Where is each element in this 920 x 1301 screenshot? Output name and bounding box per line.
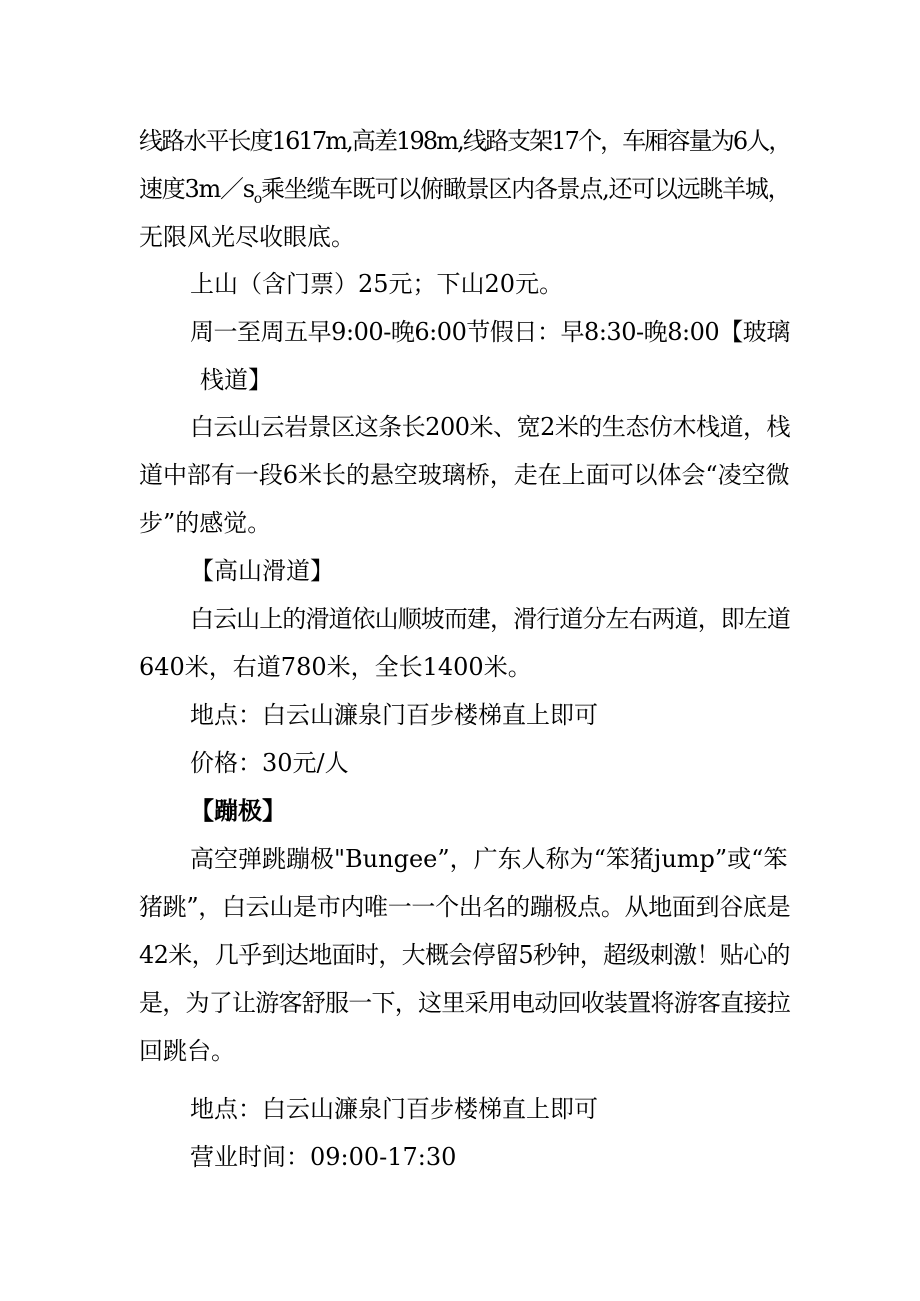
speed-subscript: o [253, 190, 261, 207]
bungee-location: 地点：白云山濂泉门百步楼梯直上即可 [190, 1095, 598, 1123]
bungee-line-2: 猪跳”，白云山是市内唯一一个出名的蹦极点。从地面到谷底是 [139, 893, 791, 921]
slide-heading: 【高山滑道】 [190, 557, 334, 585]
bungee-line-4: 是，为了让游客舒服一下，这里采用电动回收装置将游客直接拉 [139, 989, 790, 1017]
walkway-line-3: 步”的感觉。 [139, 509, 272, 537]
speed-text: 速度3m／s [139, 175, 254, 203]
slide-line-1: 白云山上的滑道依山顺坡而建，滑行道分左右两道，即左道 [190, 605, 790, 633]
bungee-line-3: 42米，几乎到达地面时，大概会停留5秒钟，超级刺激！贴心的 [139, 941, 790, 969]
price-line: 上山（含门票）25元；下山20元。 [190, 270, 564, 298]
body-line-3: 无限风光尽收眼底。 [139, 223, 355, 251]
body-line-1: 线路水平长度1617m,高差198m,线路支架17个，车厢容量为6人， [139, 127, 791, 155]
slide-price: 价格：30元/人 [190, 749, 349, 777]
bungee-heading: 【蹦极】 [190, 796, 286, 825]
body-line-2 [139, 174, 791, 207]
bungee-line-5: 回跳台。 [139, 1037, 235, 1065]
glass-walkway-heading: 栈道】 [200, 366, 272, 394]
slide-location: 地点：白云山濂泉门百步楼梯直上即可 [190, 701, 598, 729]
walkway-line-2: 道中部有一段6米长的悬空玻璃桥，走在上面可以体会“凌空微 [139, 461, 790, 489]
hours-line: 周一至周五早9:00-晚6:00节假日：早8:30-晚8:00【玻璃 [190, 318, 790, 346]
speed-text-rest: 乘坐缆车既可以俯瞰景区内各景点,还可以远眺羊城， [260, 175, 791, 203]
bungee-line-1: 高空弹跳蹦极"Bungee”，广东人称为“笨猪jump”或“笨 [190, 845, 788, 873]
walkway-line-1: 白云山云岩景区这条长200米、宽2米的生态仿木栈道，栈 [190, 413, 791, 441]
slide-line-2: 640米，右道780米，全长1400米。 [139, 653, 532, 681]
bungee-hours: 营业时间：09:00-17:30 [190, 1143, 457, 1171]
